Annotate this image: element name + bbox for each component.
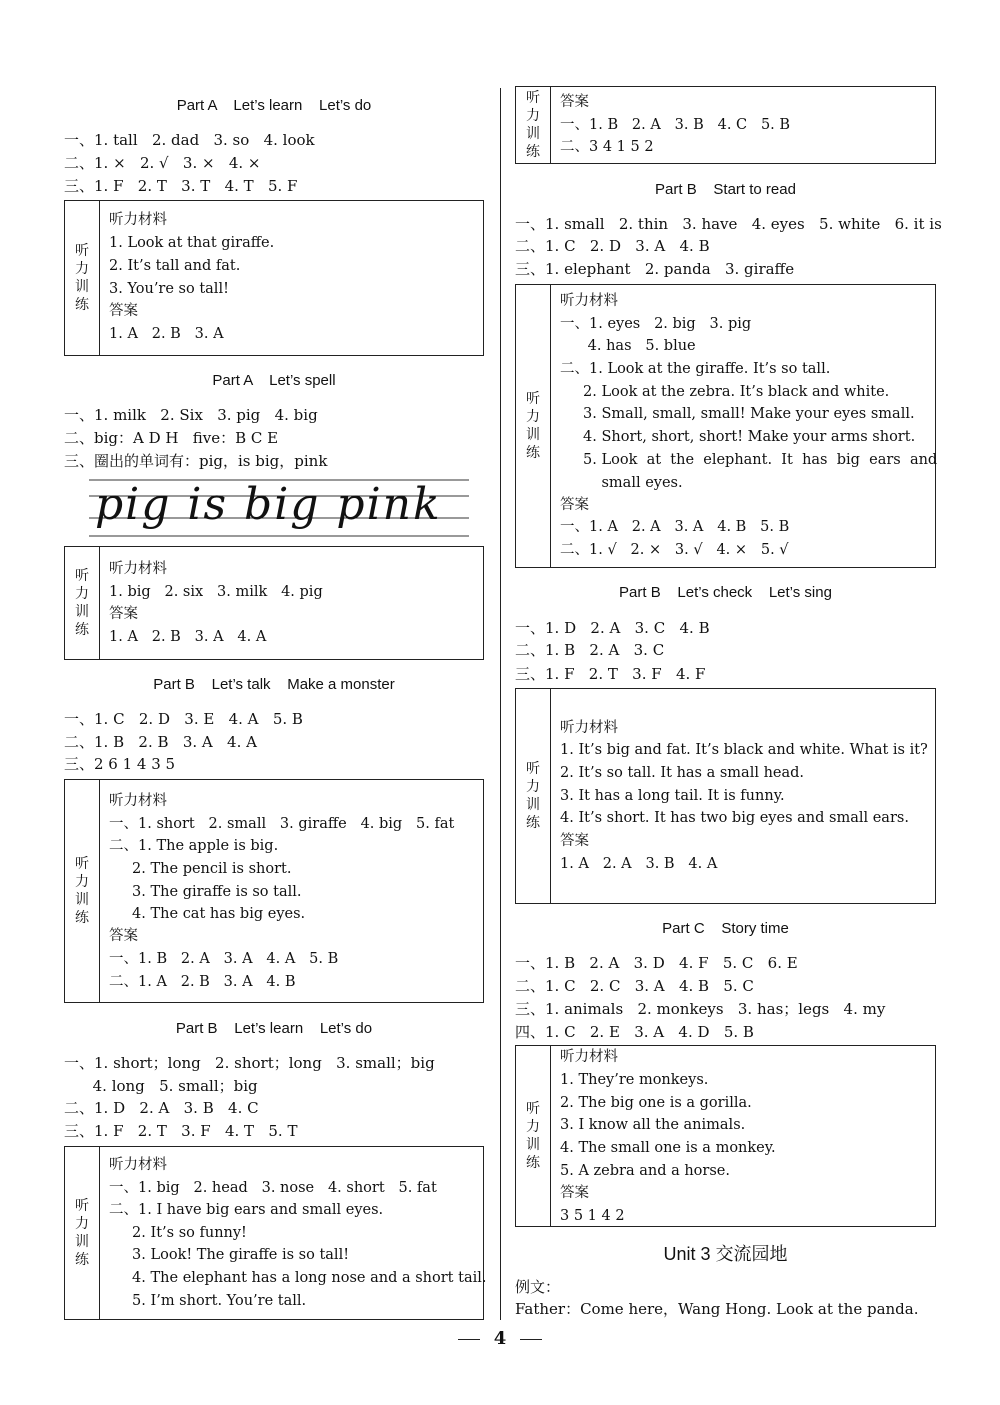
box-line: 二、1. √ 2. × 3. √ 4. × 5. √ — [560, 542, 789, 558]
answer-line: 一、1. B 2. A 3. D 4. F 5. C 6. E — [515, 954, 798, 972]
box-line: 4. The cat has big eyes. — [109, 906, 306, 922]
answer-line: 4. long 5. small；big — [64, 1077, 258, 1095]
box-line: 4. has 5. blue — [560, 338, 696, 354]
box-line: 一、1. A 2. A 3. A 4. B 5. B — [560, 519, 790, 535]
box-line: 4. It’s short. It has two big eyes and small ears. — [560, 810, 909, 826]
box-line: 3. I know all the animals. — [560, 1117, 746, 1133]
answer-line: 一、1. milk 2. Six 3. pig 4. big — [64, 406, 318, 424]
handwriting-practice-lines — [89, 474, 469, 542]
answer-line: 二、1. B 2. B 3. A 4. A — [64, 733, 257, 751]
answer-line: 二、big：A D H five：B C E — [64, 429, 279, 447]
box-line: 听力材料 — [109, 1157, 167, 1173]
box-line: 1. Look at that giraffe. — [109, 235, 275, 251]
listening-label: 听力训练 — [65, 1147, 100, 1319]
listening-box — [64, 200, 484, 356]
answer-line: 一、1. short；long 2. short；long 3. small；big — [64, 1054, 435, 1072]
handwriting-text: pig is big pink — [95, 479, 442, 530]
answer-line: 一、1. C 2. D 3. E 4. A 5. B — [64, 710, 303, 728]
answer-line: 三、1. F 2. T 3. F 4. F — [515, 665, 706, 683]
answer-line: 三、1. F 2. T 3. T 4. T 5. F — [64, 177, 298, 195]
page-number — [0, 1328, 1000, 1349]
listening-box — [515, 1045, 936, 1227]
box-line: 听力材料 — [109, 212, 167, 228]
example-label: 例文： — [515, 1278, 561, 1296]
box-line: 5. A zebra and a horse. — [560, 1163, 730, 1179]
box-line: 一、1. B 2. A 3. A 4. A 5. B — [109, 951, 339, 967]
unit-title: Unit 3 交流园地 — [663, 1244, 788, 1264]
box-line: 答案 — [109, 606, 138, 622]
box-line: 5. Look at the elephant. It has big ears and — [560, 452, 938, 468]
section-heading: Part B Start to read — [655, 181, 796, 198]
box-line: 二、3 4 1 5 2 — [560, 139, 654, 155]
box-line: 3 5 1 4 2 — [560, 1208, 625, 1224]
box-line: 听力材料 — [560, 720, 618, 736]
answer-line: 三、1. F 2. T 3. F 4. T 5. T — [64, 1122, 298, 1140]
box-line: 答案 — [109, 928, 138, 944]
listening-box — [515, 688, 936, 904]
answer-line: 二、1. C 2. C 3. A 4. B 5. C — [515, 977, 754, 995]
listening-box — [515, 86, 936, 164]
box-line: 听力材料 — [109, 561, 167, 577]
listening-box — [64, 779, 484, 1003]
box-line: 答案 — [109, 303, 138, 319]
box-line: 3. Look! The giraffe is so tall! — [109, 1247, 350, 1263]
box-line: 二、1. The apple is big. — [109, 838, 279, 854]
answer-line: 二、1. D 2. A 3. B 4. C — [64, 1099, 259, 1117]
box-line: 二、1. Look at the giraffe. It’s so tall. — [560, 361, 831, 377]
listening-label: 听力训练 — [65, 201, 100, 355]
box-line: 1. A 2. B 3. A 4. A — [109, 629, 267, 645]
listening-label: 听力训练 — [65, 780, 100, 1002]
box-line: 3. It has a long tail. It is funny. — [560, 788, 785, 804]
box-line: 一、1. big 2. head 3. nose 4. short 5. fat — [109, 1180, 437, 1196]
answer-line: 三、2 6 1 4 3 5 — [64, 755, 176, 773]
column-divider — [500, 88, 501, 1320]
listening-box — [64, 1146, 487, 1320]
box-line: 听力材料 — [109, 793, 167, 809]
listening-box — [64, 546, 484, 660]
section-heading: Part B Let’s check Let’s sing — [619, 584, 832, 601]
box-line: 5. I’m short. You’re tall. — [109, 1293, 307, 1309]
box-line: 2. The pencil is short. — [109, 861, 292, 877]
dash-decoration — [520, 1339, 542, 1340]
box-line: 2. The big one is a gorilla. — [560, 1095, 752, 1111]
box-line: 4. The elephant has a long nose and a short tail. — [109, 1270, 487, 1286]
page-number-value: 4 — [493, 1328, 507, 1349]
box-line: 答案 — [560, 1185, 589, 1201]
listening-box — [515, 284, 936, 568]
answer-line: 一、1. D 2. A 3. C 4. B — [515, 619, 710, 637]
answer-line: 二、1. C 2. D 3. A 4. B — [515, 237, 710, 255]
answer-line: 二、1. B 2. A 3. C — [515, 641, 665, 659]
answer-line: 三、1. animals 2. monkeys 3. has；legs 4. my — [515, 1000, 886, 1018]
box-line: small eyes. — [560, 475, 683, 491]
listening-label: 听力训练 — [516, 87, 551, 163]
answer-line: 二、1. × 2. √ 3. × 4. × — [64, 154, 261, 172]
box-line: 2. Look at the zebra. It’s black and white. — [560, 384, 890, 400]
box-line: 3. The giraffe is so tall. — [109, 884, 302, 900]
listening-label: 听力训练 — [65, 547, 100, 659]
example-line: Father：Come here，Wang Hong. Look at the panda. — [515, 1300, 919, 1318]
box-line: 3. Small, small, small! Make your eyes small. — [560, 406, 915, 422]
answer-line: 一、1. small 2. thin 3. have 4. eyes 5. white 6. it is — [515, 215, 942, 233]
box-line: 1. A 2. B 3. A — [109, 326, 224, 342]
section-heading: Part B Let’s talk Make a monster — [153, 676, 395, 693]
section-heading: Part A Let’s spell — [212, 372, 336, 389]
box-line: 一、1. short 2. small 3. giraffe 4. big 5. fat — [109, 816, 455, 832]
box-line: 3. You’re so tall! — [109, 281, 229, 297]
box-line: 1. A 2. A 3. B 4. A — [560, 856, 718, 872]
answer-line: 一、1. tall 2. dad 3. so 4. look — [64, 131, 315, 149]
box-line: 4. Short, short, short! Make your arms short. — [560, 429, 916, 445]
box-line: 2. It’s so funny! — [109, 1225, 247, 1241]
section-heading: Part C Story time — [662, 920, 789, 937]
section-heading: Part A Let’s learn Let’s do — [176, 97, 372, 114]
box-line: 1. big 2. six 3. milk 4. pig — [109, 584, 323, 600]
box-line: 听力材料 — [560, 293, 618, 309]
listening-label: 听力训练 — [516, 689, 551, 903]
answer-line: 四、1. C 2. E 3. A 4. D 5. B — [515, 1023, 754, 1041]
answer-line: 三、圈出的单词有：pig，is big，pink — [64, 452, 328, 470]
box-line: 二、1. A 2. B 3. A 4. B — [109, 974, 296, 990]
dash-decoration — [458, 1339, 480, 1340]
box-line: 一、1. eyes 2. big 3. pig — [560, 316, 752, 332]
section-heading: Part B Let’s learn Let’s do — [175, 1020, 373, 1037]
box-line: 2. It’s tall and fat. — [109, 258, 241, 274]
answer-line: 三、1. elephant 2. panda 3. giraffe — [515, 260, 795, 278]
box-line: 答案 — [560, 94, 589, 110]
box-line: 1. It’s big and fat. It’s black and white. What is it? — [560, 742, 928, 758]
box-line: 答案 — [560, 497, 589, 513]
box-line: 二、1. I have big ears and small eyes. — [109, 1202, 384, 1218]
box-line: 4. The small one is a monkey. — [560, 1140, 776, 1156]
listening-label: 听力训练 — [516, 1046, 551, 1226]
listening-label: 听力训练 — [516, 285, 551, 567]
box-line: 答案 — [560, 833, 589, 849]
box-line: 一、1. B 2. A 3. B 4. C 5. B — [560, 117, 791, 133]
box-line: 听力材料 — [560, 1049, 618, 1065]
box-line: 1. They’re monkeys. — [560, 1072, 709, 1088]
box-line: 2. It’s so tall. It has a small head. — [560, 765, 805, 781]
